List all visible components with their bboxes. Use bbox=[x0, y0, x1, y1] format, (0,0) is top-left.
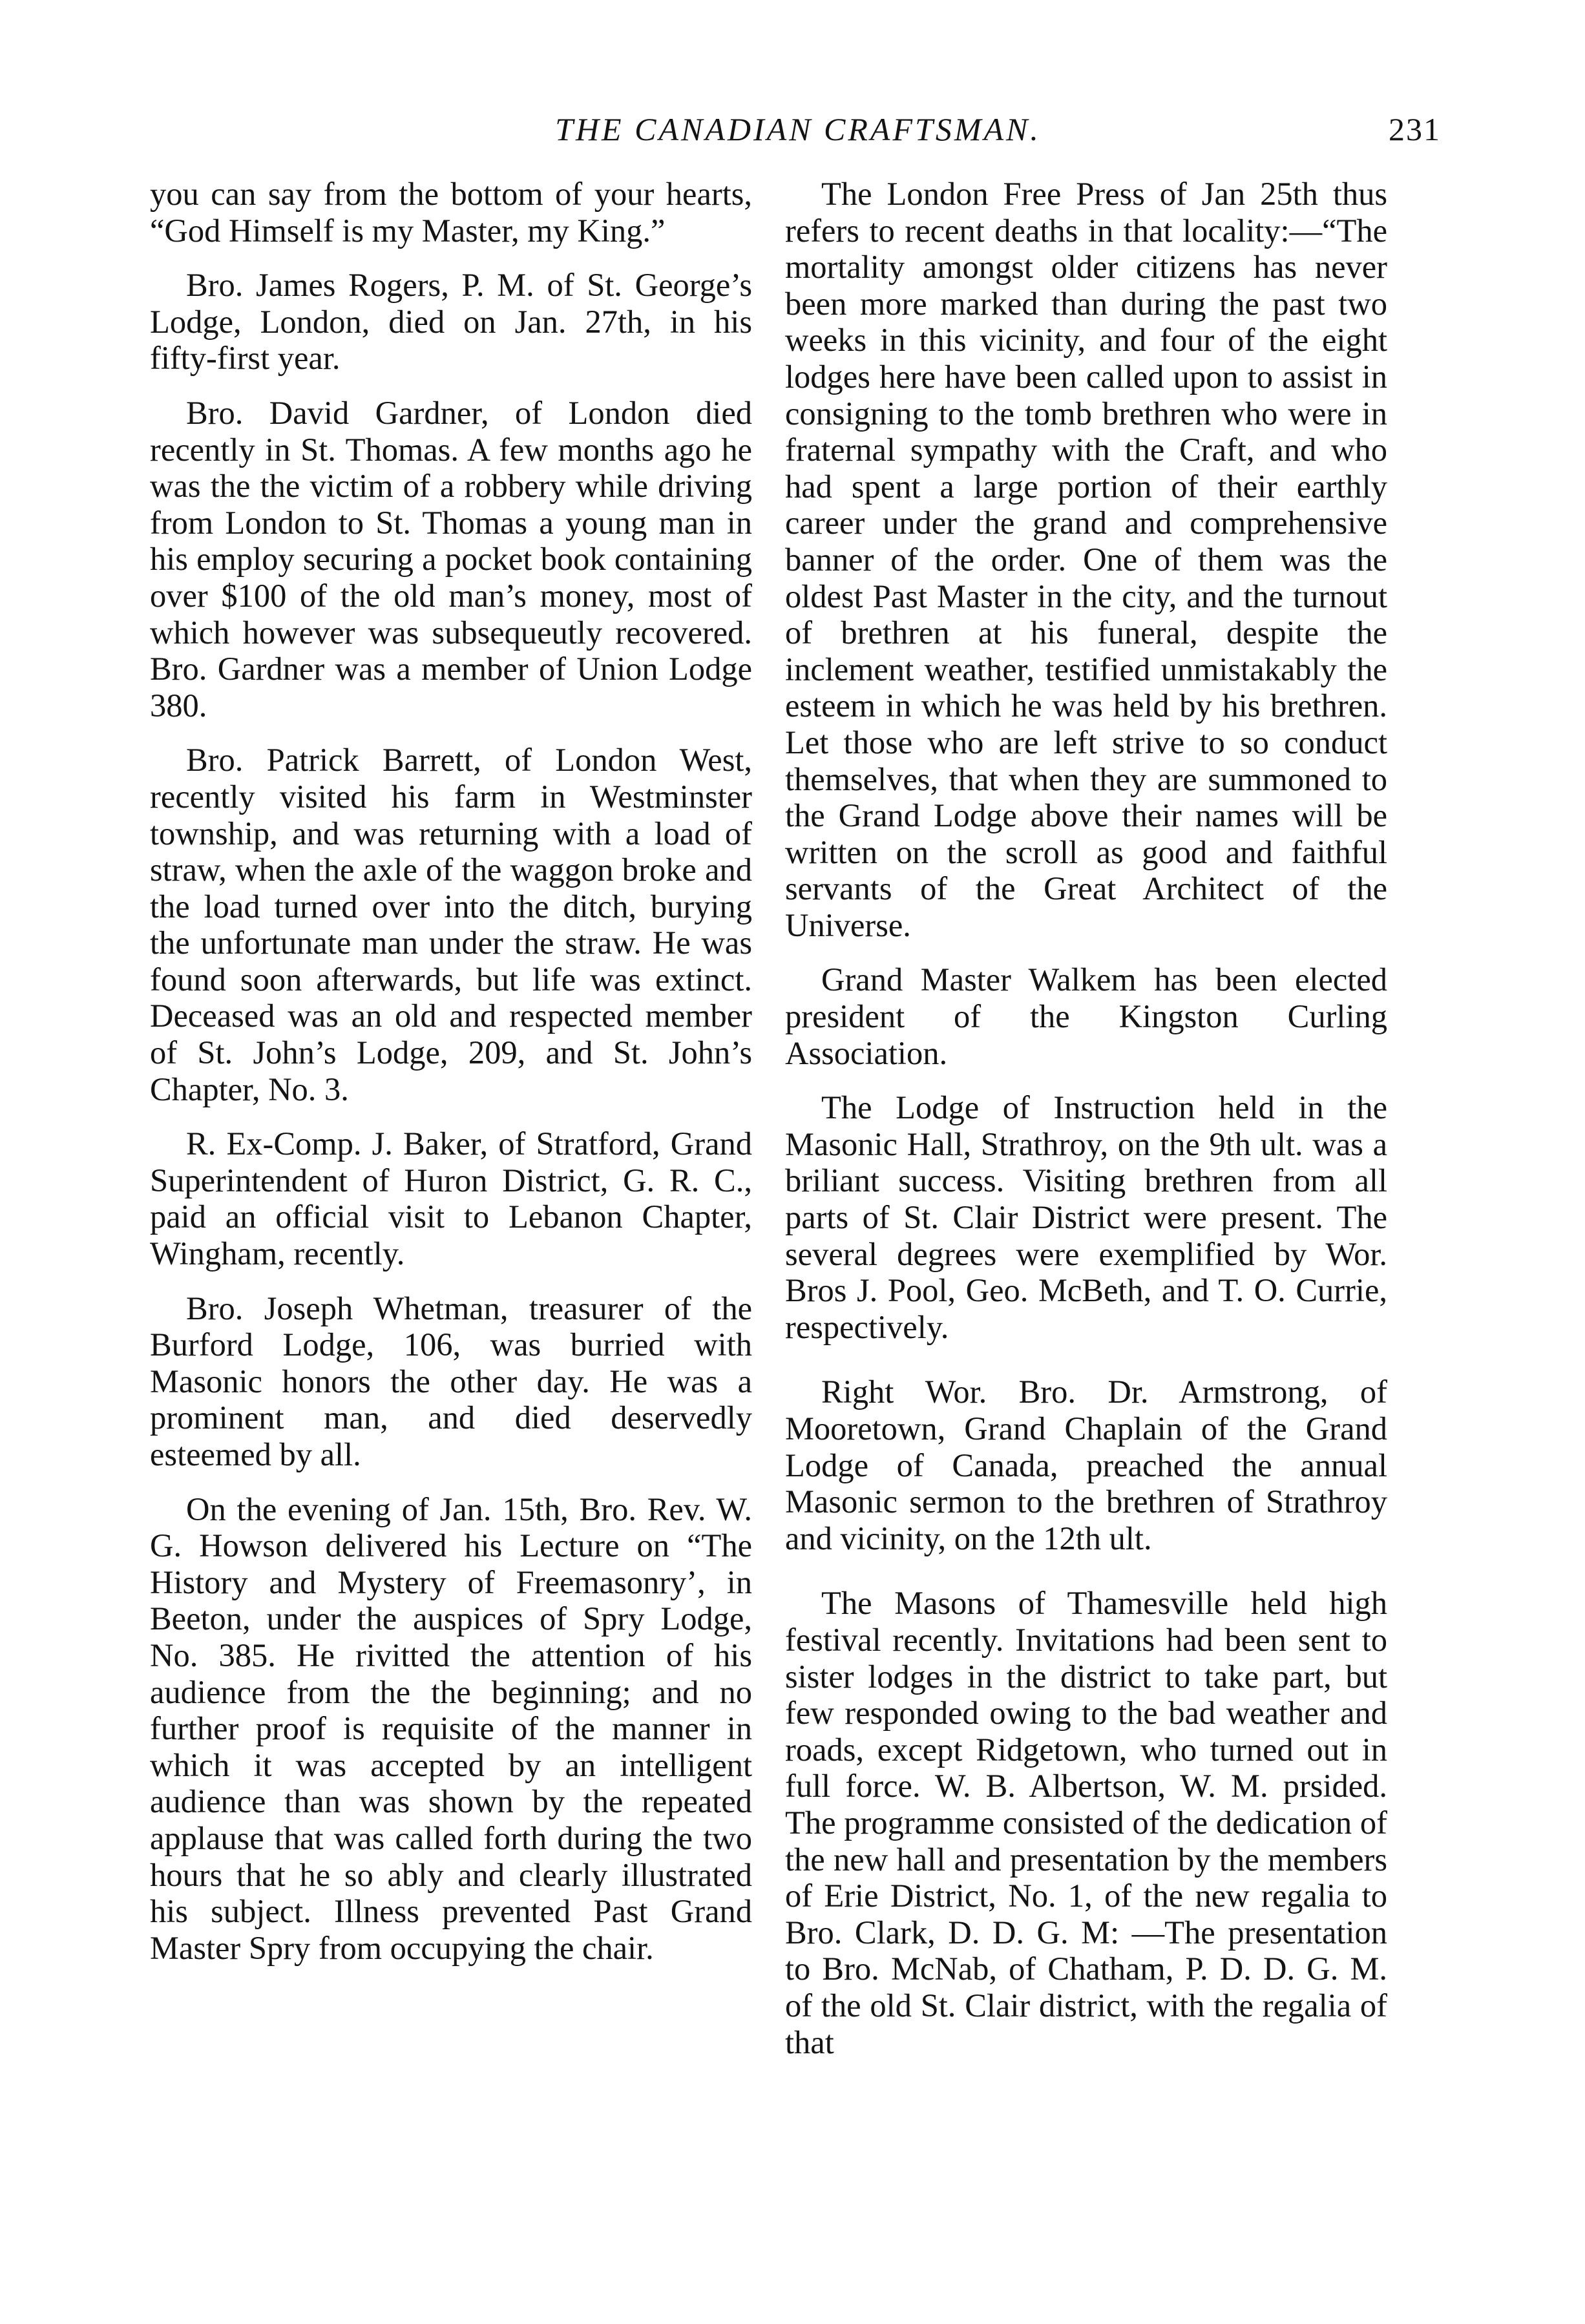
running-title: THE CANADIAN CRAFTSMAN. bbox=[555, 111, 1041, 147]
paragraph-j-baker: R. Ex-Comp. J. Baker, of Stratford, Grand Superintendent of Huron District, G. R. C., paid an official visit to Lebanon Chapter, Wingham, recently. bbox=[150, 1125, 752, 1272]
paragraph-howson-lecture: On the evening of Jan. 15th, Bro. Rev. W. G. Howson delivered his Lecture on “The History and Mystery of Freemasonry’, in Beeton, under the auspices of Spry Lodge, No. 385. He rivitted the attention of his audience from the the beginning; and no further proof is requisite of the manner in which it was accepted by an intelligent audience than was shown by the repeated applause that was called forth during the two hours that he so ably and clearly illustrated his subject. Illness prevented Past Grand Master Spry from occupying the chair. bbox=[150, 1491, 752, 1966]
paragraph-thamesville: The Masons of Thamesville held high festival recently. Invitations had been sent to sister lodges in the district to take part, but few responded owing to the bad weather and roads, except Ridgetown, who turned out in full force. W. B. Albertson, W. M. prsided. The programme consisted of the dedication of the new hall and presentation by the members of Erie District, No. 1, of the new regalia to Bro. Clark, D. D. G. M: —The presentation to Bro. McNab, of Chatham, P. D. D. G. M. of the old St. Clair district, with the regalia of that bbox=[785, 1585, 1387, 2060]
left-column bbox=[150, 176, 752, 1984]
paragraph-patrick-barrett: Bro. Patrick Barrett, of London West, recently visited his farm in Westminster township, and was returning with a load of straw, when the axle of the waggon broke and the load turned over into the ditch, burying the unfortunate man under the straw. He was found soon afterwards, but life was extinct. Deceased was an old and respected member of St. John’s Lodge, 209, and St. John’s Chapter, No. 3. bbox=[150, 742, 752, 1107]
paragraph-continued: you can say from the bottom of your hearts, “God Himself is my Master, my King.” bbox=[150, 176, 752, 249]
paragraph-london-free-press: The London Free Press of Jan 25th thus refers to recent deaths in that locality:—“The mortality amongst older citizens has never been more marked than during the past two weeks in this vicinity, and four of the eight lodges here have been called upon to assist in consigning to the tomb brethren who were in fraternal sympathy with the Craft, and who had spent a large portion of their earthly career under the grand and comprehensive banner of the order. One of them was the oldest Past Master in the city, and the turnout of brethren at his funeral, despite the inclement weather, testified unmistakably the esteem in which he was held by his brethren. Let those who are left strive to so conduct themselves, that when they are summoned to the Grand Lodge above their names will be written on the scroll as good and faithful servants of the Great Architect of the Universe. bbox=[785, 176, 1387, 943]
paragraph-dr-armstrong: Right Wor. Bro. Dr. Armstrong, of Mooretown, Grand Chaplain of the Grand Lodge of Canada, preached the annual Masonic sermon to the brethren of Strathroy and vicinity, on the 12th ult. bbox=[785, 1374, 1387, 1556]
paragraph-james-rogers: Bro. James Rogers, P. M. of St. George’s Lodge, London, died on Jan. 27th, in his fifty-first year. bbox=[150, 267, 752, 377]
paragraph-lodge-of-instruction: The Lodge of Instruction held in the Masonic Hall, Strathroy, on the 9th ult. was a briliant success. Visiting brethren from all parts of St. Clair District were present. The several degrees were exemplified by Wor. Bros J. Pool, Geo. McBeth, and T. O. Currie, respectively. bbox=[785, 1089, 1387, 1345]
page-number: 231 bbox=[1389, 111, 1441, 147]
paragraph-joseph-whetman: Bro. Joseph Whetman, treasurer of the Burford Lodge, 106, was burried with Masonic honors the other day. He was a prominent man, and died deservedly esteemed by all. bbox=[150, 1290, 752, 1472]
right-column bbox=[785, 176, 1387, 2078]
running-head bbox=[155, 103, 1441, 155]
paragraph-grand-master-walkem: Grand Master Walkem has been elected president of the Kingston Curling Association. bbox=[785, 961, 1387, 1071]
paragraph-david-gardner: Bro. David Gardner, of London died recently in St. Thomas. A few months ago he was the the victim of a robbery while driving from London to St. Thomas a young man in his employ securing a pocket book containing over $100 of the old man’s money, most of which however was subsequeutly recovered. Bro. Gardner was a member of Union Lodge 380. bbox=[150, 394, 752, 724]
